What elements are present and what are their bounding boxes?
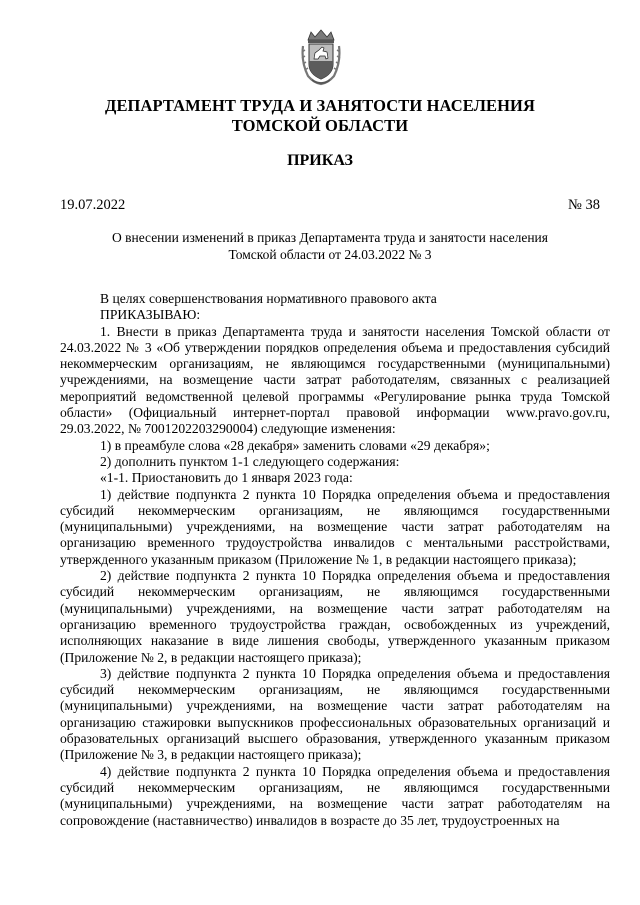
- paragraph-suspend-3: 3) действие подпункта 2 пункта 10 Порядка определения объема и предоставления субсидий некоммерческим организациям, не являющимся государственными (муниципальными) учреждениями, на возмещение части затрат работодателям на организацию стажировки выпускников профессиональных образовательных организаций и образовательных организаций высшего образования, утвержденного указанным приказом (Приложение № 3, в редакции настоящего приказа);: [60, 665, 610, 763]
- paragraph-subitem-1: 1) в преамбуле слова «28 декабря» заменить словами «29 декабря»;: [100, 437, 490, 453]
- paragraph-item-1: 1. Внести в приказ Департамента труда и занятости населения Томской области от 24.03.2022 № 3 «Об утверждении порядков определения объема и предоставления субсидий некоммерческим организациям, не являющимся государственными (муниципальными) учреждениями, на возмещение части затрат работодателям, связанных с реализацией мероприятий ведомственной целевой программы «Регулирование рынка труда Томской области» (Официальный интернет-портал правовой информации www.pravo.gov.ru, 29.03.2022, № 7001202203290004) следующие изменения:: [60, 323, 610, 437]
- paragraph-clause-1-1: «1-1. Приостановить до 1 января 2023 года:: [100, 470, 353, 486]
- paragraph-order-word: ПРИКАЗЫВАЮ:: [100, 307, 201, 323]
- document-subject: [60, 230, 600, 263]
- department-title-line1: ДЕПАРТАМЕНТ ТРУДА И ЗАНЯТОСТИ НАСЕЛЕНИЯ: [105, 96, 535, 115]
- tomsk-coat-of-arms-icon: [300, 28, 342, 86]
- department-title-line2: ТОМСКОЙ ОБЛАСТИ: [231, 116, 409, 135]
- paragraph-subitem-2: 2) дополнить пунктом 1-1 следующего содержания:: [100, 453, 400, 469]
- paragraph-suspend-4: 4) действие подпункта 2 пункта 10 Порядка определения объема и предоставления субсидий некоммерческим организациям, не являющимся государственными (муниципальными) учреждениями, на возмещение части затрат работодателям на сопровождение (наставничество) инвалидов в возрасте до 35 лет, трудоустроенных на: [60, 763, 610, 828]
- subject-line1: О внесении изменений в приказ Департамента труда и занятости населения: [111, 230, 548, 245]
- document-number: № 38: [568, 197, 600, 213]
- document-date: 19.07.2022: [60, 197, 126, 213]
- paragraph-suspend-2: 2) действие подпункта 2 пункта 10 Порядка определения объема и предоставления субсидий некоммерческим организациям, не являющимся государственными (муниципальными) учреждениями, на возмещение части затрат работодателям на организацию временного трудоустройства граждан, освобожденных из учреждений, исполняющих наказание в виде лишения свободы, утвержденного указанным приказом (Приложение № 2, в редакции настоящего приказа);: [60, 568, 610, 665]
- paragraph-preamble: В целях совершенствования нормативного правового акта: [100, 291, 437, 306]
- paragraph-suspend-1: 1) действие подпункта 2 пункта 10 Порядка определения объема и предоставления субсидий некоммерческим организациям, не являющимся государственными (муниципальными) учреждениями, на возмещение части затрат работодателям на организацию временного трудоустройства инвалидов с ментальными расстройствами, утвержденного указанным приказом (Приложение № 1, в редакции настоящего приказа);: [60, 486, 610, 567]
- document-type: ПРИКАЗ: [287, 152, 353, 169]
- subject-line2: Томской области от 24.03.2022 № 3: [228, 246, 432, 262]
- document-body: [60, 291, 610, 829]
